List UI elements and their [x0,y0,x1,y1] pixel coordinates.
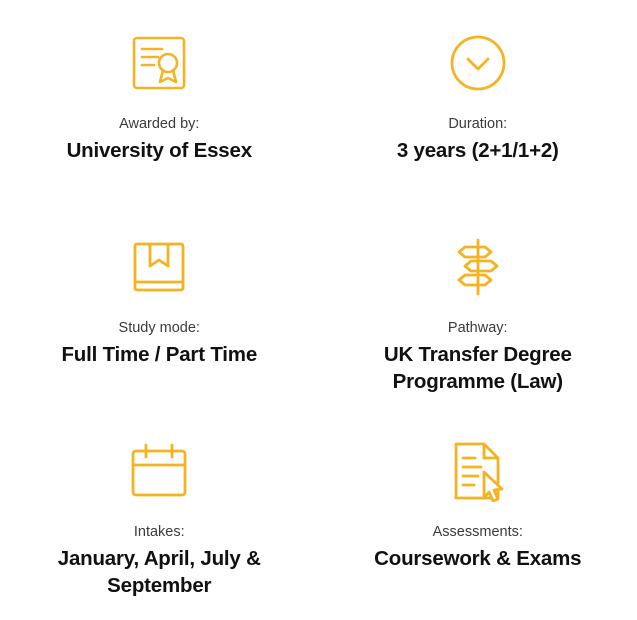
info-card-label: Duration: [448,116,508,132]
signpost-icon [449,228,507,306]
document-cursor-icon [448,432,508,510]
info-card-label: Intakes: [133,524,185,540]
info-card-label: Assessments: [432,524,523,540]
info-card-value: 3 years (2+1/1+2) [396,139,559,163]
info-card-study-mode [0,212,319,416]
info-card-value: University of Essex [66,139,252,163]
clock-icon [449,24,507,102]
info-card-value: Full Time / Part Time [61,343,258,367]
info-card-label: Pathway: [447,320,508,336]
info-card-intakes [0,416,319,620]
calendar-icon [128,432,190,510]
info-card-awarded-by [0,8,319,212]
book-icon [129,228,189,306]
info-card-value: January, April, July & September [57,547,261,597]
certificate-icon [128,24,190,102]
info-card-assessments [319,416,637,620]
info-card-pathway [319,212,637,416]
info-card-label: Awarded by: [119,116,200,132]
info-card-value: Coursework & Exams [374,547,582,571]
info-card-duration [319,8,637,212]
info-card-label: Study mode: [118,320,200,336]
info-card-value: UK Transfer Degree Programme (Law) [383,343,572,393]
